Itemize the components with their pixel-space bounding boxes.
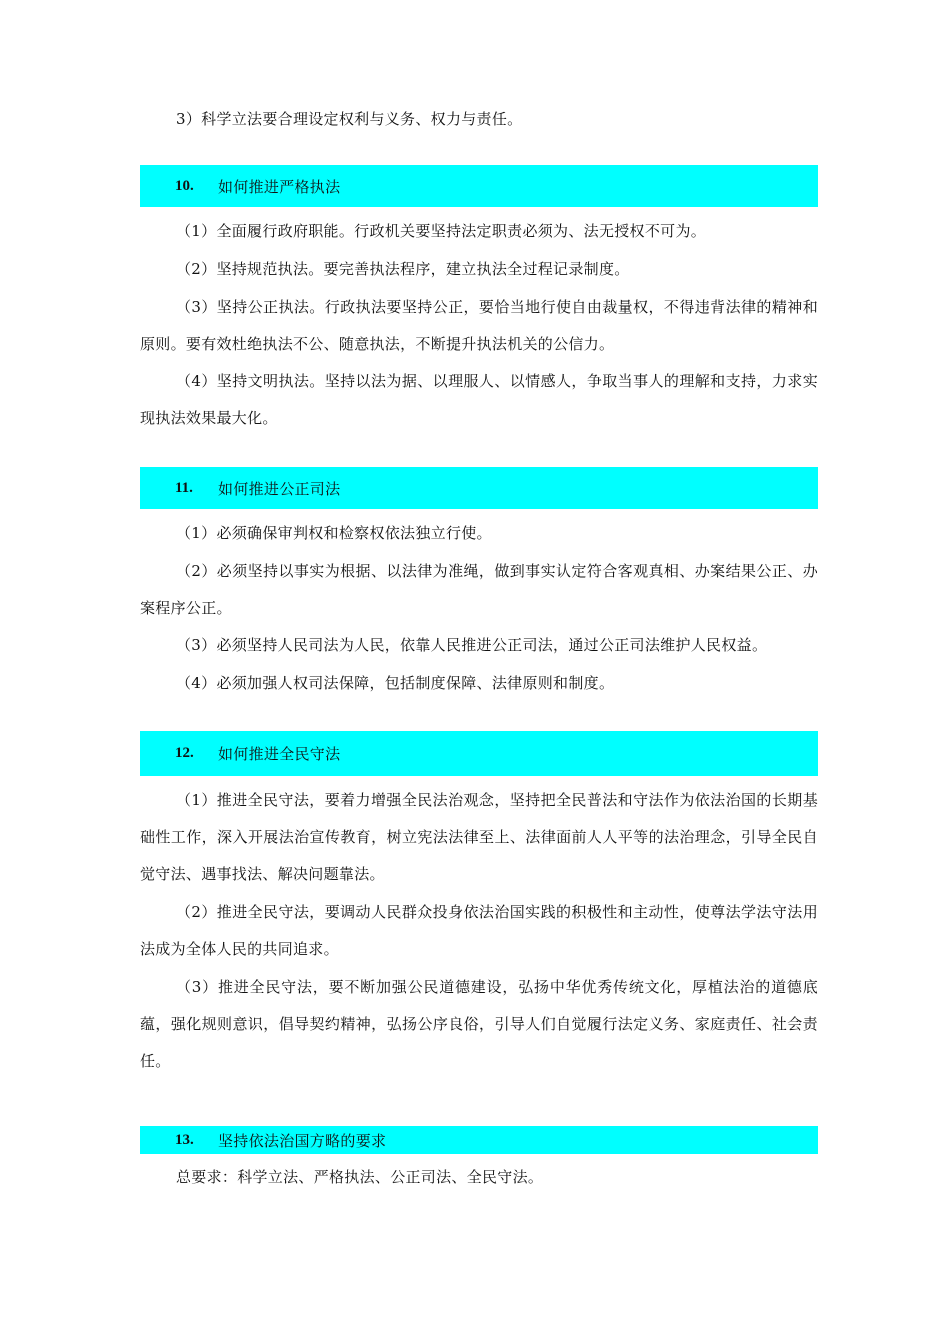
section-number: 13. <box>175 1131 194 1148</box>
paragraph: （1）必须确保审判权和检察权依法独立行使。 <box>176 524 492 542</box>
section-heading-12 <box>140 731 818 776</box>
paragraph: （3）坚持公正执法。行政执法要坚持公正，要恰当地行使自由裁量权，不得违背法律的精神和原则。要有效杜绝执法不公、随意执法，不断提升执法机关的公信力。 <box>140 298 818 353</box>
intro-paragraph: 3）科学立法要合理设定权利与义务、权力与责任。 <box>176 110 523 128</box>
paragraph: （1）全面履行政府职能。行政机关要坚持法定职责必须为、法无授权不可为。 <box>176 222 707 240</box>
paragraph: （4）必须加强人权司法保障，包括制度保障、法律原则和制度。 <box>176 674 615 692</box>
paragraph: 总要求：科学立法、严格执法、公正司法、全民守法。 <box>176 1168 544 1186</box>
section-number: 11. <box>175 479 193 496</box>
section-title: 如何推进严格执法 <box>218 177 341 196</box>
paragraph: （2）推进全民守法，要调动人民群众投身依法治国实践的积极性和主动性，使尊法学法守法用法成为全体人民的共同追求。 <box>140 903 818 958</box>
paragraph: （2）坚持规范执法。要完善执法程序，建立执法全过程记录制度。 <box>176 260 630 278</box>
section-heading-10 <box>140 165 818 207</box>
section-title: 如何推进全民守法 <box>218 745 341 763</box>
section-heading-11 <box>140 467 818 509</box>
section-number: 10. <box>175 177 194 194</box>
paragraph: （3）必须坚持人民司法为人民，依靠人民推进公正司法，通过公正司法维护人民权益。 <box>176 636 768 654</box>
paragraph: （2）必须坚持以事实为根据、以法律为准绳，做到事实认定符合客观真相、办案结果公正、办案程序公正。 <box>140 562 818 617</box>
paragraph: （1）推进全民守法，要着力增强全民法治观念，坚持把全民普法和守法作为依法治国的长期基础性工作，深入开展法治宣传教育，树立宪法法律至上、法律面前人人平等的法治理念，引导全民自觉守法、遇事找法、解决问题靠法。 <box>140 791 818 883</box>
section-number: 12. <box>175 745 194 761</box>
paragraph: （4）坚持文明执法。坚持以法为据、以理服人、以情感人，争取当事人的理解和支持，力求实现执法效果最大化。 <box>140 372 818 427</box>
section-heading-13 <box>140 1126 818 1154</box>
section-title: 坚持依法治国方略的要求 <box>218 1131 387 1150</box>
paragraph: （3）推进全民守法，要不断加强公民道德建设，弘扬中华优秀传统文化，厚植法治的道德底蕴，强化规则意识，倡导契约精神，弘扬公序良俗，引导人们自觉履行法定义务、家庭责任、社会责任。 <box>140 978 818 1070</box>
section-title: 如何推进公正司法 <box>218 479 341 498</box>
